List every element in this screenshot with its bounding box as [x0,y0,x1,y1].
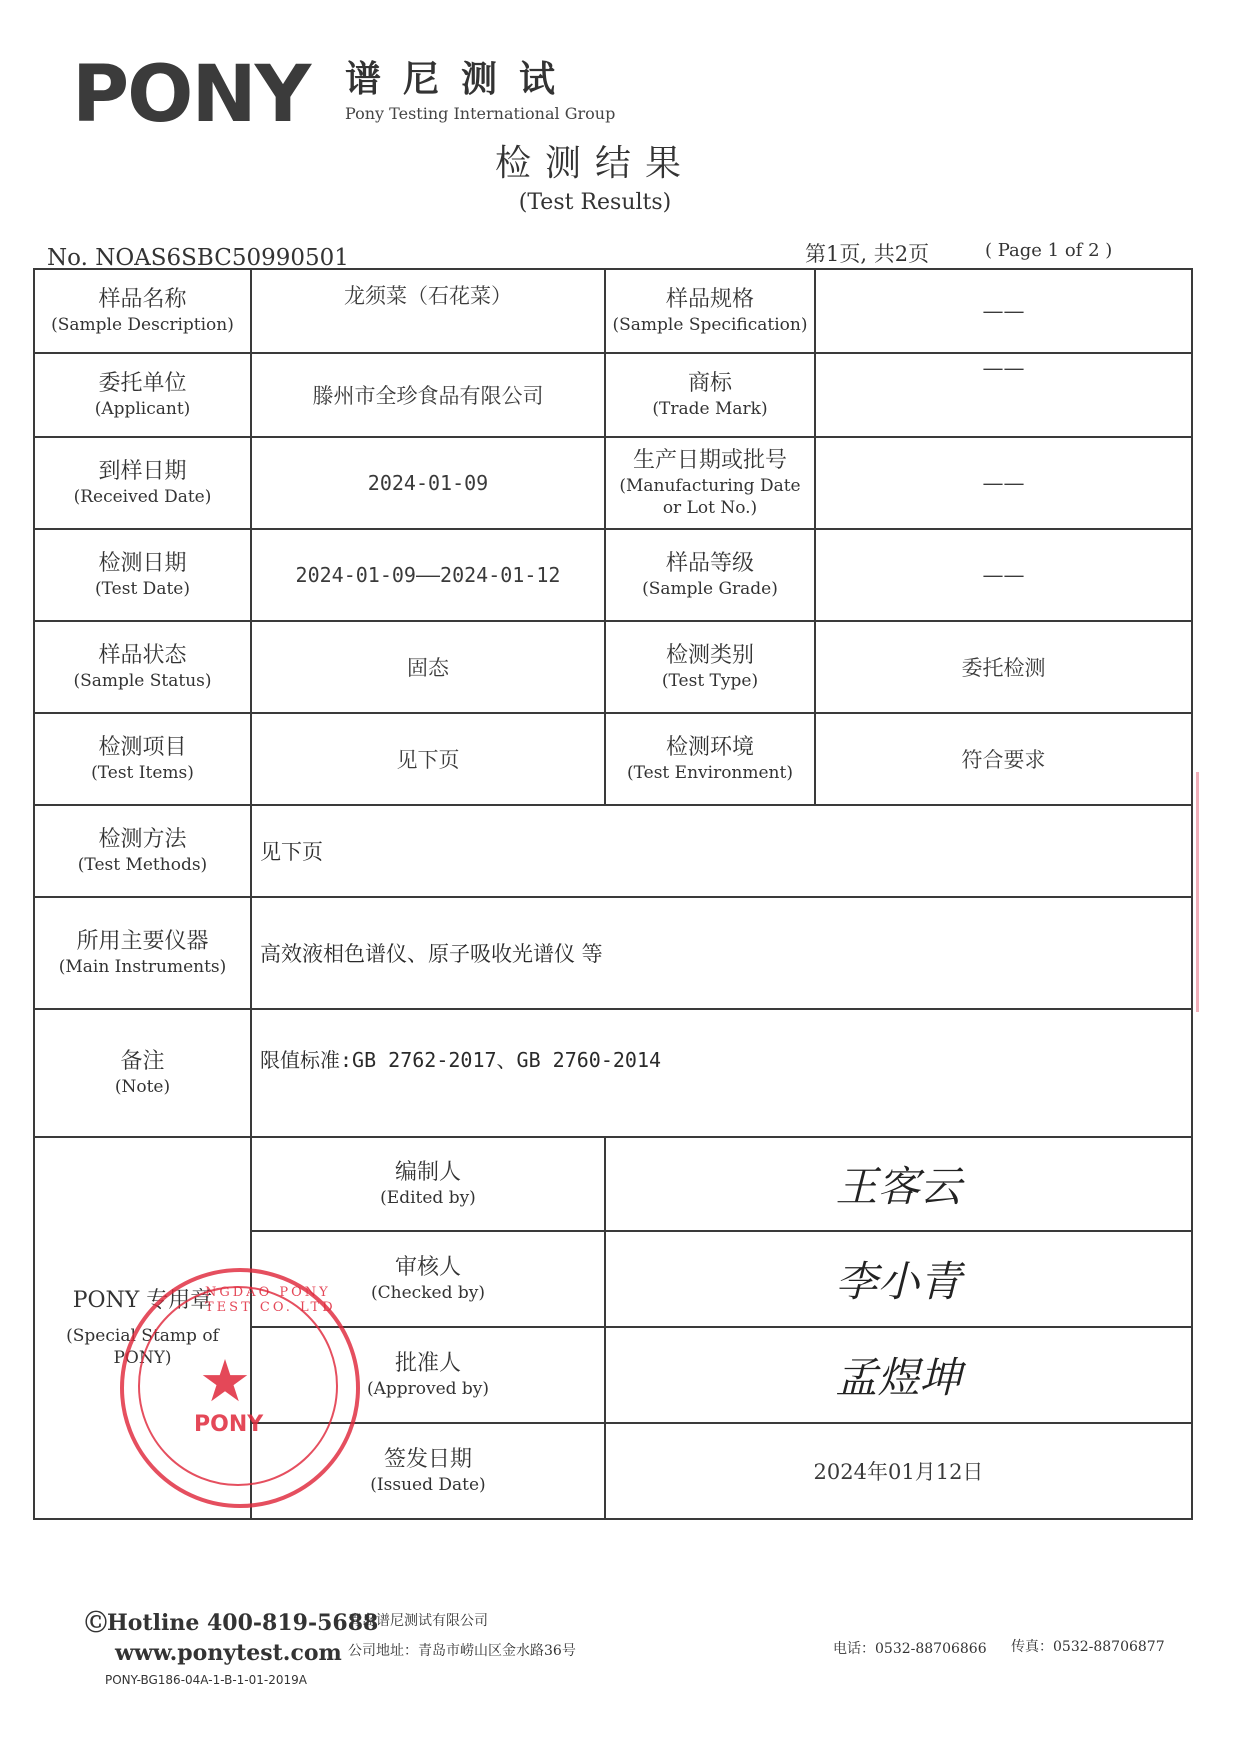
table-row [34,713,1192,805]
value-manufacturing-date: —— [815,437,1192,529]
label-checked-by: 审核人 (Checked by) [251,1231,605,1327]
table-row [34,269,1192,353]
label-issued-date: 签发日期 (Issued Date) [251,1423,605,1519]
page-subtitle: (Test Results) [518,190,672,215]
value-received-date: 2024-01-09 [251,437,605,529]
page-indicator-en: ( Page 1 of 2 ) [985,240,1113,261]
logo-english: Pony Testing International Group [345,104,616,123]
table-row [34,353,1192,437]
value-main-instruments: 高效液相色谱仪、原子吸收光谱仪 等 [251,897,1192,1009]
label-applicant: 委托单位 (Applicant) [34,353,251,437]
table-row [34,897,1192,1009]
page-title: 检测结果 [494,143,695,184]
table-row [34,529,1192,621]
value-sample-specification: —— [815,269,1192,353]
stamp-label-cn: PONY 专用章 [72,1288,213,1313]
label-manufacturing-date: 生产日期或批号 (Manufacturing Date or Lot No.) [605,437,815,529]
label-test-environment: 检测环境 (Test Environment) [605,713,815,805]
value-sample-grade: —— [815,529,1192,621]
page-indicator-cn: 第1页, 共2页 [805,242,930,266]
footer-hotline: ⒸHotline 400-819-5688 [85,1610,379,1636]
label-sample-status: 样品状态 (Sample Status) [34,621,251,713]
footer-fax: 传真：0532-88706877 [1011,1639,1165,1655]
value-trade-mark: —— [815,353,1192,437]
value-sample-description: 龙须菜（石花菜） [251,269,605,353]
label-sample-description: 样品名称 (Sample Description) [34,269,251,353]
label-test-date: 检测日期 (Test Date) [34,529,251,621]
signature-edited-by: 王客云 [605,1137,1192,1231]
value-test-methods: 见下页 [251,805,1192,897]
edge-seal-mark [1196,772,1225,1012]
logo-wordmark: PONY [72,50,310,140]
report-number: No. NOAS6SBC50990501 [47,245,349,271]
footer-website: www.ponytest.com [115,1640,342,1666]
value-test-environment: 符合要求 [815,713,1192,805]
label-test-items: 检测项目 (Test Items) [34,713,251,805]
value-test-items: 见下页 [251,713,605,805]
seal-rim-text: NGDAO PONY TEST CO. LTD [205,1285,336,1315]
signature-checked-by: 李小青 [605,1231,1192,1327]
label-received-date: 到样日期 (Received Date) [34,437,251,529]
table-row [34,1137,1192,1231]
label-sample-grade: 样品等级 (Sample Grade) [605,529,815,621]
label-sample-specification: 样品规格 (Sample Specification) [605,269,815,353]
label-main-instruments: 所用主要仪器 (Main Instruments) [34,897,251,1009]
stamp-label-en: (Special Stamp of PONY) [66,1326,219,1368]
star-icon: ★ [199,1347,251,1415]
label-note: 备注 (Note) [34,1009,251,1137]
value-sample-status: 固态 [251,621,605,713]
label-test-methods: 检测方法 (Test Methods) [34,805,251,897]
footer-phone: 电话：0532-88706866 [833,1641,987,1657]
value-test-type: 委托检测 [815,621,1192,713]
table-row [34,437,1192,529]
logo-chinese: 谱尼测试 [345,59,578,100]
footer-form-code: PONY-BG186-04A-1-B-1-01-2019A [105,1673,307,1687]
label-approved-by: 批准人 (Approved by) [251,1327,605,1423]
table-row [34,1009,1192,1137]
value-note: 限值标准:GB 2762-2017、GB 2760-2014 [251,1009,1192,1137]
table-row [34,621,1192,713]
label-trade-mark: 商标 (Trade Mark) [605,353,815,437]
signature-approved-by: 孟煜坤 [605,1327,1192,1423]
table-row [34,805,1192,897]
label-test-type: 检测类别 (Test Type) [605,621,815,713]
footer-company: 青岛谱尼测试有限公司 [348,1613,488,1629]
value-test-date: 2024-01-09——2024-01-12 [251,529,605,621]
value-applicant: 滕州市全珍食品有限公司 [251,353,605,437]
value-issued-date: 2024年01月12日 [605,1423,1192,1519]
seal-center-text: PONY [194,1412,264,1437]
footer-address: 公司地址：青岛市崂山区金水路36号 [348,1643,576,1659]
label-edited-by: 编制人 (Edited by) [251,1137,605,1231]
